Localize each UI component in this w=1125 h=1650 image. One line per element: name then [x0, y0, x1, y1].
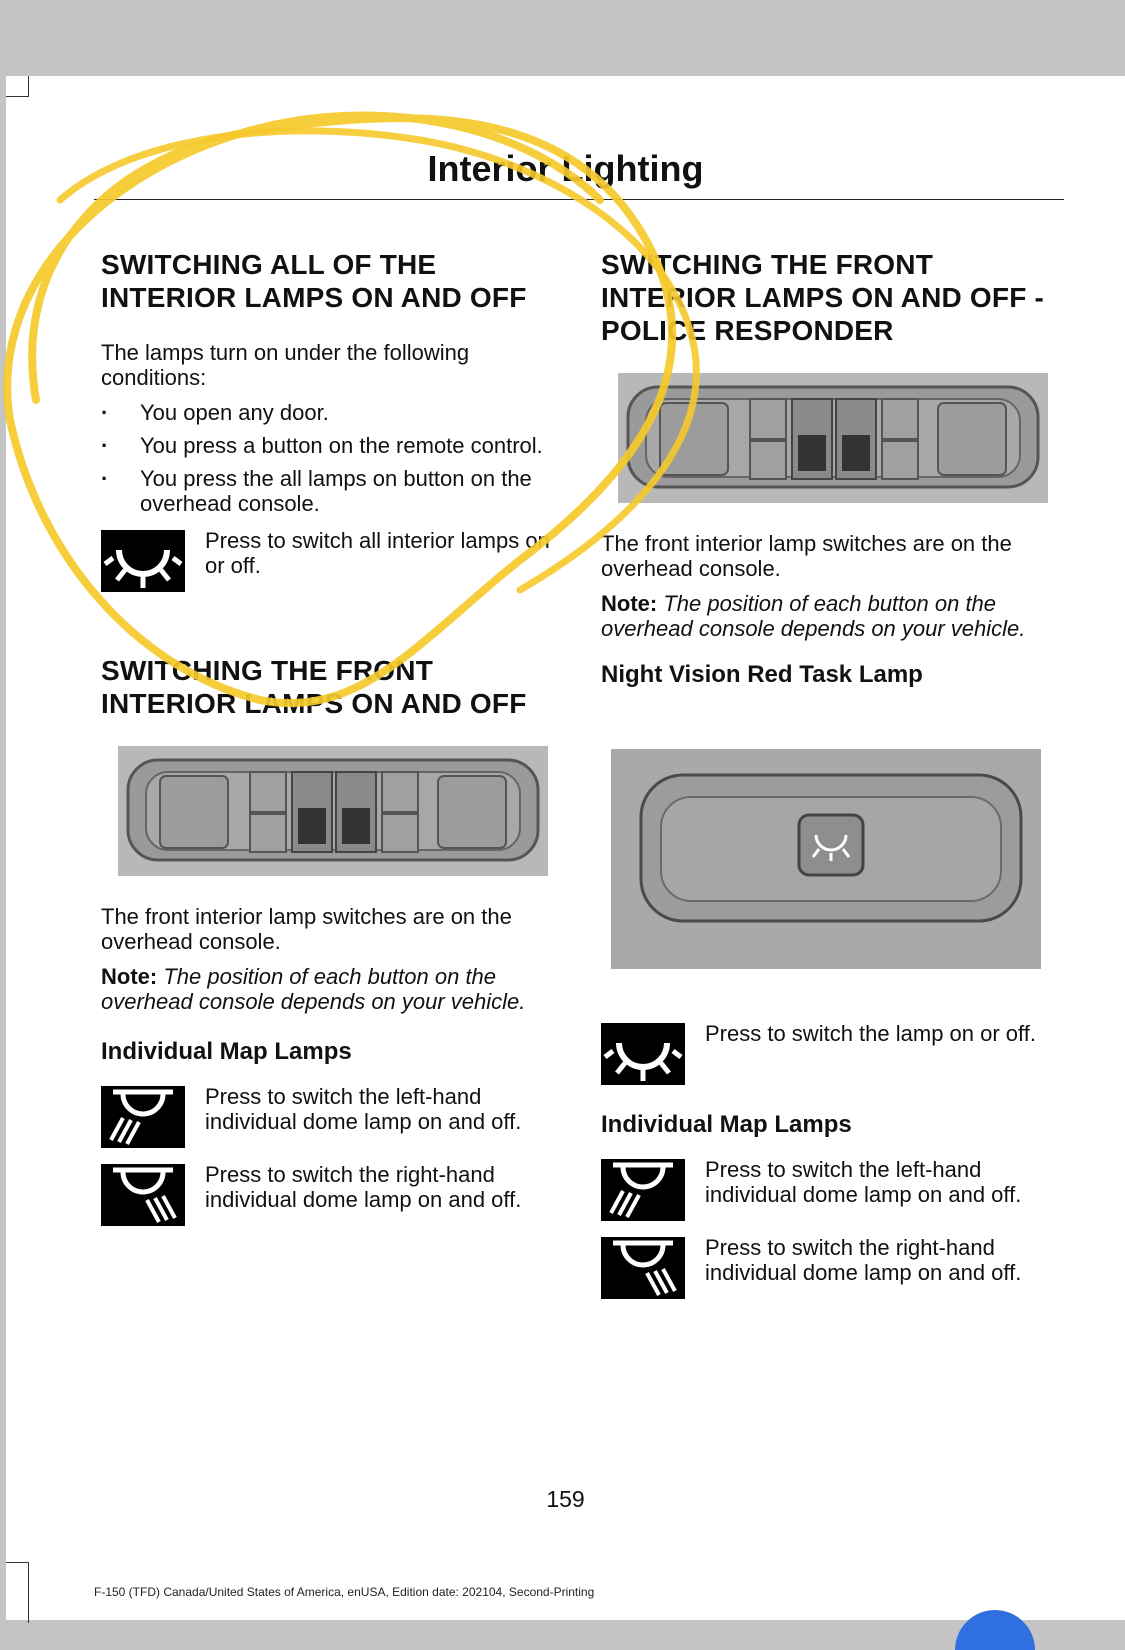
section-heading-all-lamps: SWITCHING ALL OF THE INTERIOR LAMPS ON AND OFF — [101, 249, 527, 313]
overhead-console-image — [118, 746, 548, 876]
note — [601, 591, 1061, 641]
right-map-lamp-row — [101, 1162, 561, 1226]
police-console-image — [618, 373, 1048, 503]
list-item: · You press a button on the remote control. — [101, 433, 561, 458]
left-map-lamp-row-right — [601, 1157, 1061, 1221]
right-map-lamp-icon — [101, 1164, 185, 1226]
front-switches-text: The front interior lamp switches are on the overhead console. — [101, 904, 512, 954]
note-text: The position of each button on the overhead console depends on your vehicle. — [601, 591, 1026, 641]
left-map-lamp-text: Press to switch the left-hand individual dome lamp on and off. — [205, 1084, 522, 1134]
right-column — [601, 248, 1061, 1313]
footer-edition: F-150 (TFD) Canada/United States of America, enUSA, Edition date: 202104, Second-Printing — [94, 1585, 595, 1599]
conditions-intro: The lamps turn on under the following conditions: — [101, 340, 470, 390]
all-lamps-row — [101, 528, 561, 592]
map-lamps-heading: Individual Map Lamps — [101, 1038, 352, 1065]
note-label: Note: — [101, 964, 158, 989]
right-map-lamp-text-right: Press to switch the right-hand individual dome lamp on and off. — [705, 1235, 1022, 1285]
police-switches-text: The front interior lamp switches are on the overhead console. — [601, 531, 1012, 581]
right-map-lamp-row-right — [601, 1235, 1061, 1299]
left-map-lamp-icon — [601, 1159, 685, 1221]
left-column — [101, 248, 561, 606]
section-heading-police-responder: SWITCHING THE FRONT INTERIOR LAMPS ON AND OFF - POLICE RESPONDER — [601, 249, 1045, 346]
right-map-lamp-text: Press to switch the right-hand individual dome lamp on and off. — [205, 1162, 522, 1212]
dome-lamp-icon — [101, 530, 185, 592]
all-lamps-description: Press to switch all interior lamps on or off. — [205, 528, 550, 578]
note-label: Note: — [601, 591, 658, 616]
note — [101, 964, 561, 1014]
left-column-lower — [101, 654, 561, 1240]
list-item: · You open any door. — [101, 400, 561, 425]
task-lamp-text: Press to switch the lamp on or off. — [705, 1021, 1036, 1046]
manual-page — [6, 76, 1125, 1620]
task-lamp-icon — [601, 1023, 685, 1085]
right-map-lamp-icon — [601, 1237, 685, 1299]
crop-mark — [6, 1562, 29, 1623]
left-map-lamp-icon — [101, 1086, 185, 1148]
title-rule — [94, 199, 1064, 200]
crop-mark — [6, 76, 29, 97]
left-map-lamp-row — [101, 1084, 561, 1148]
night-vision-heading: Night Vision Red Task Lamp — [601, 661, 923, 688]
list-item: · You press the all lamps on button on the overhead console. — [101, 466, 561, 516]
map-lamps-heading-right: Individual Map Lamps — [601, 1111, 852, 1138]
red-task-lamp-image — [611, 749, 1041, 969]
page-number: 159 — [546, 1486, 585, 1512]
left-map-lamp-text-right: Press to switch the left-hand individual dome lamp on and off. — [705, 1157, 1022, 1207]
page-title: Interior Lighting — [427, 148, 704, 189]
section-heading-front-lamps: SWITCHING THE FRONT INTERIOR LAMPS ON AND OFF — [101, 655, 527, 719]
conditions-list — [101, 400, 561, 516]
note-text: The position of each button on the overhead console depends on your vehicle. — [101, 964, 526, 1014]
task-lamp-row — [601, 1021, 1061, 1085]
